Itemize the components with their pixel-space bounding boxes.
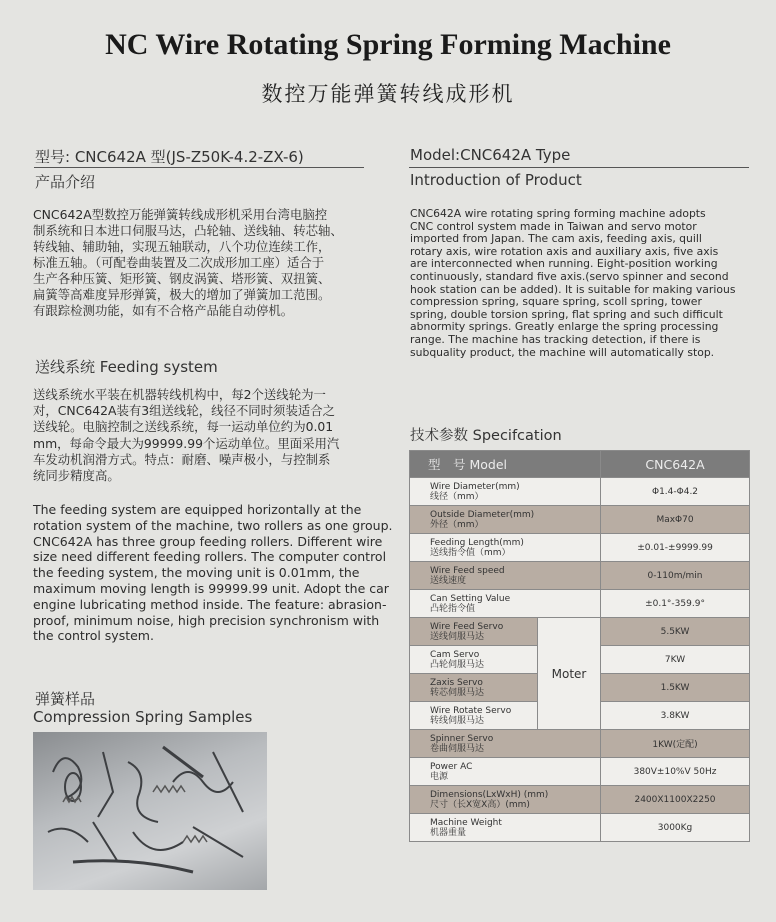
spec-label-cn: 送线速度 [430, 575, 467, 586]
spec-value: 0-110m/min [601, 562, 750, 590]
title-cn: 数控万能弹簧转线成形机 [261, 82, 515, 106]
spec-value: 3000Kg [601, 814, 750, 842]
feeding-en: The feeding system are equipped horizontally at the rotation system of the machine, two rollers as one group. CNC642A has three group feeding rollers. Different wire size need different feeding rollers. The computer control the feeding system, the moving unit is 0.01mm, the maximum moving length is 99999.99 unit. Adopt the car engine lubricating method inside. The feature: abrasion- proof, minimum noise, high precision synchronism with the control system. [33, 502, 393, 644]
spec-label-cn: 尺寸（长X宽X高）(mm) [430, 799, 530, 810]
spec-label-en: Spinner Servo [430, 733, 494, 744]
spec-value: MaxΦ70 [601, 506, 750, 534]
spec-label-en: Feeding Length(mm) [430, 537, 524, 548]
spec-label-cn: 外径（mm） [430, 519, 484, 530]
spec-header-row [410, 451, 750, 478]
spec-row [410, 730, 750, 758]
intro-heading-en: Introduction of Product [410, 171, 582, 189]
spec-value: ±0.01-±9999.99 [601, 534, 750, 562]
spec-label-en: Wire Feed speed [430, 565, 505, 576]
model-cn: 型号: CNC642A 型(JS-Z50K-4.2-ZX-6) [35, 148, 304, 166]
spec-label-cn: 机器重量 [430, 827, 467, 838]
spec-label-en: Zaxis Servo [430, 677, 483, 688]
spec-label-cn: 转线伺服马达 [430, 715, 485, 726]
model-en: Model:CNC642A Type [410, 146, 571, 164]
spec-row [410, 814, 750, 842]
spec-value: Φ1.4-Φ4.2 [601, 478, 750, 506]
spec-label-cn: 电源 [430, 771, 449, 782]
spec-value: 1.5KW [601, 674, 750, 702]
spec-label-cn: 转芯伺服马达 [430, 687, 485, 698]
spec-header-value: CNC642A [601, 451, 750, 478]
spec-row [410, 758, 750, 786]
spec-label-cn: 凸轮指令值 [430, 603, 476, 614]
spec-label-cn: 送线伺服马达 [430, 631, 485, 642]
spec-heading: 技术参数 Specifcation [410, 428, 562, 444]
spec-value: 1KW(定配) [601, 730, 750, 758]
spec-label-en: Machine Weight [430, 817, 502, 828]
spec-label-en: Power AC [430, 761, 473, 772]
spec-label-cn: 卷曲伺服马达 [430, 743, 485, 754]
spec-row [410, 562, 750, 590]
spec-value: ±0.1°-359.9° [601, 590, 750, 618]
moter-label: Moter [538, 618, 601, 730]
spec-value: 2400X1100X2250 [601, 786, 750, 814]
spec-row [410, 534, 750, 562]
intro-en: CNC642A wire rotating spring forming machine adopts CNC control system made in Taiwan and servo motor imported from Japan. The cam axis, feeding axis, quill rotary axis, wire rotation axis and auxiliary axis, five axis are interconnected when running. Eight-position working continuously, standard five axis.(servo spinner and second hook station can be added). It is suitable for making various compression spring, square spring, scoll spring, tower spring, double torsion spring, flat spring and such difficult abnormity springs. Greatly enlarge the spring processing range. The machine has tracking detection, if there is subquality product, the machine will automatically stop. [410, 207, 736, 359]
feeding-heading: 送线系统 Feeding system [35, 358, 218, 376]
spec-label-en: Outside Diameter(mm) [430, 509, 535, 520]
spec-label-en: Wire Rotate Servo [430, 705, 512, 716]
samples-heading-en: Compression Spring Samples [33, 708, 253, 726]
divider-right [409, 167, 749, 168]
spec-label-en: Can Setting Value [430, 593, 511, 604]
spec-value: 7KW [601, 646, 750, 674]
spec-row [410, 506, 750, 534]
spec-label-cn: 线径（mm） [430, 491, 484, 502]
spec-label-en: Dimensions(LxWxH) (mm) [430, 789, 549, 800]
spec-value: 3.8KW [601, 702, 750, 730]
title-en: NC Wire Rotating Spring Forming Machine [105, 28, 671, 61]
spec-label-cn: 送线指令值（mm） [430, 547, 511, 558]
spec-value: 380V±10%V 50Hz [601, 758, 750, 786]
spec-value: 5.5KW [601, 618, 750, 646]
feeding-cn: 送线系统水平装在机器转线机构中，每2个送线轮为一 对，CNC642A装有3组送线轮，线径不同时须装适合之 送线轮。电脑控制之送线系统，每一运动单位约为0.01 mm，每命令最大为99999.99个运动单位。里面采用汽 车发动机润滑方式。特点：耐磨、噪声极小，与控制系 统同步精度高。 [33, 387, 340, 484]
spec-header-label: 型 号 Model [410, 451, 601, 478]
spec-table [409, 450, 750, 842]
spec-label-en: Cam Servo [430, 649, 480, 660]
intro-cn: CNC642A型数控万能弹簧转线成形机采用台湾电脑控 制系统和日本进口伺服马达，凸轮轴、送线轴、转芯轴、 转线轴、辅助轴，实现五轴联动，八个功位连续工作， 标准五轴。（可配卷曲装置及二次成形加工座）适合于 生产各种压簧、矩形簧、钢皮涡簧、塔形簧、双扭簧、 扁簧等高难度异形弹簧，极大的增加了弹簧加工范围。 有跟踪检测功能，如有不合格产品能自动停机。 [33, 207, 343, 318]
spec-label-en: Wire Diameter(mm) [430, 481, 520, 492]
spec-row [410, 590, 750, 618]
divider-left [34, 167, 364, 168]
spring-samples-photo [33, 732, 267, 890]
spec-row [410, 618, 750, 646]
samples-heading-cn: 弹簧样品 [35, 690, 96, 708]
intro-heading-cn: 产品介绍 [35, 173, 96, 191]
spec-row [410, 786, 750, 814]
spec-label-en: Wire Feed Servo [430, 621, 504, 632]
spec-row [410, 478, 750, 506]
spec-label-cn: 凸轮伺服马达 [430, 659, 485, 670]
